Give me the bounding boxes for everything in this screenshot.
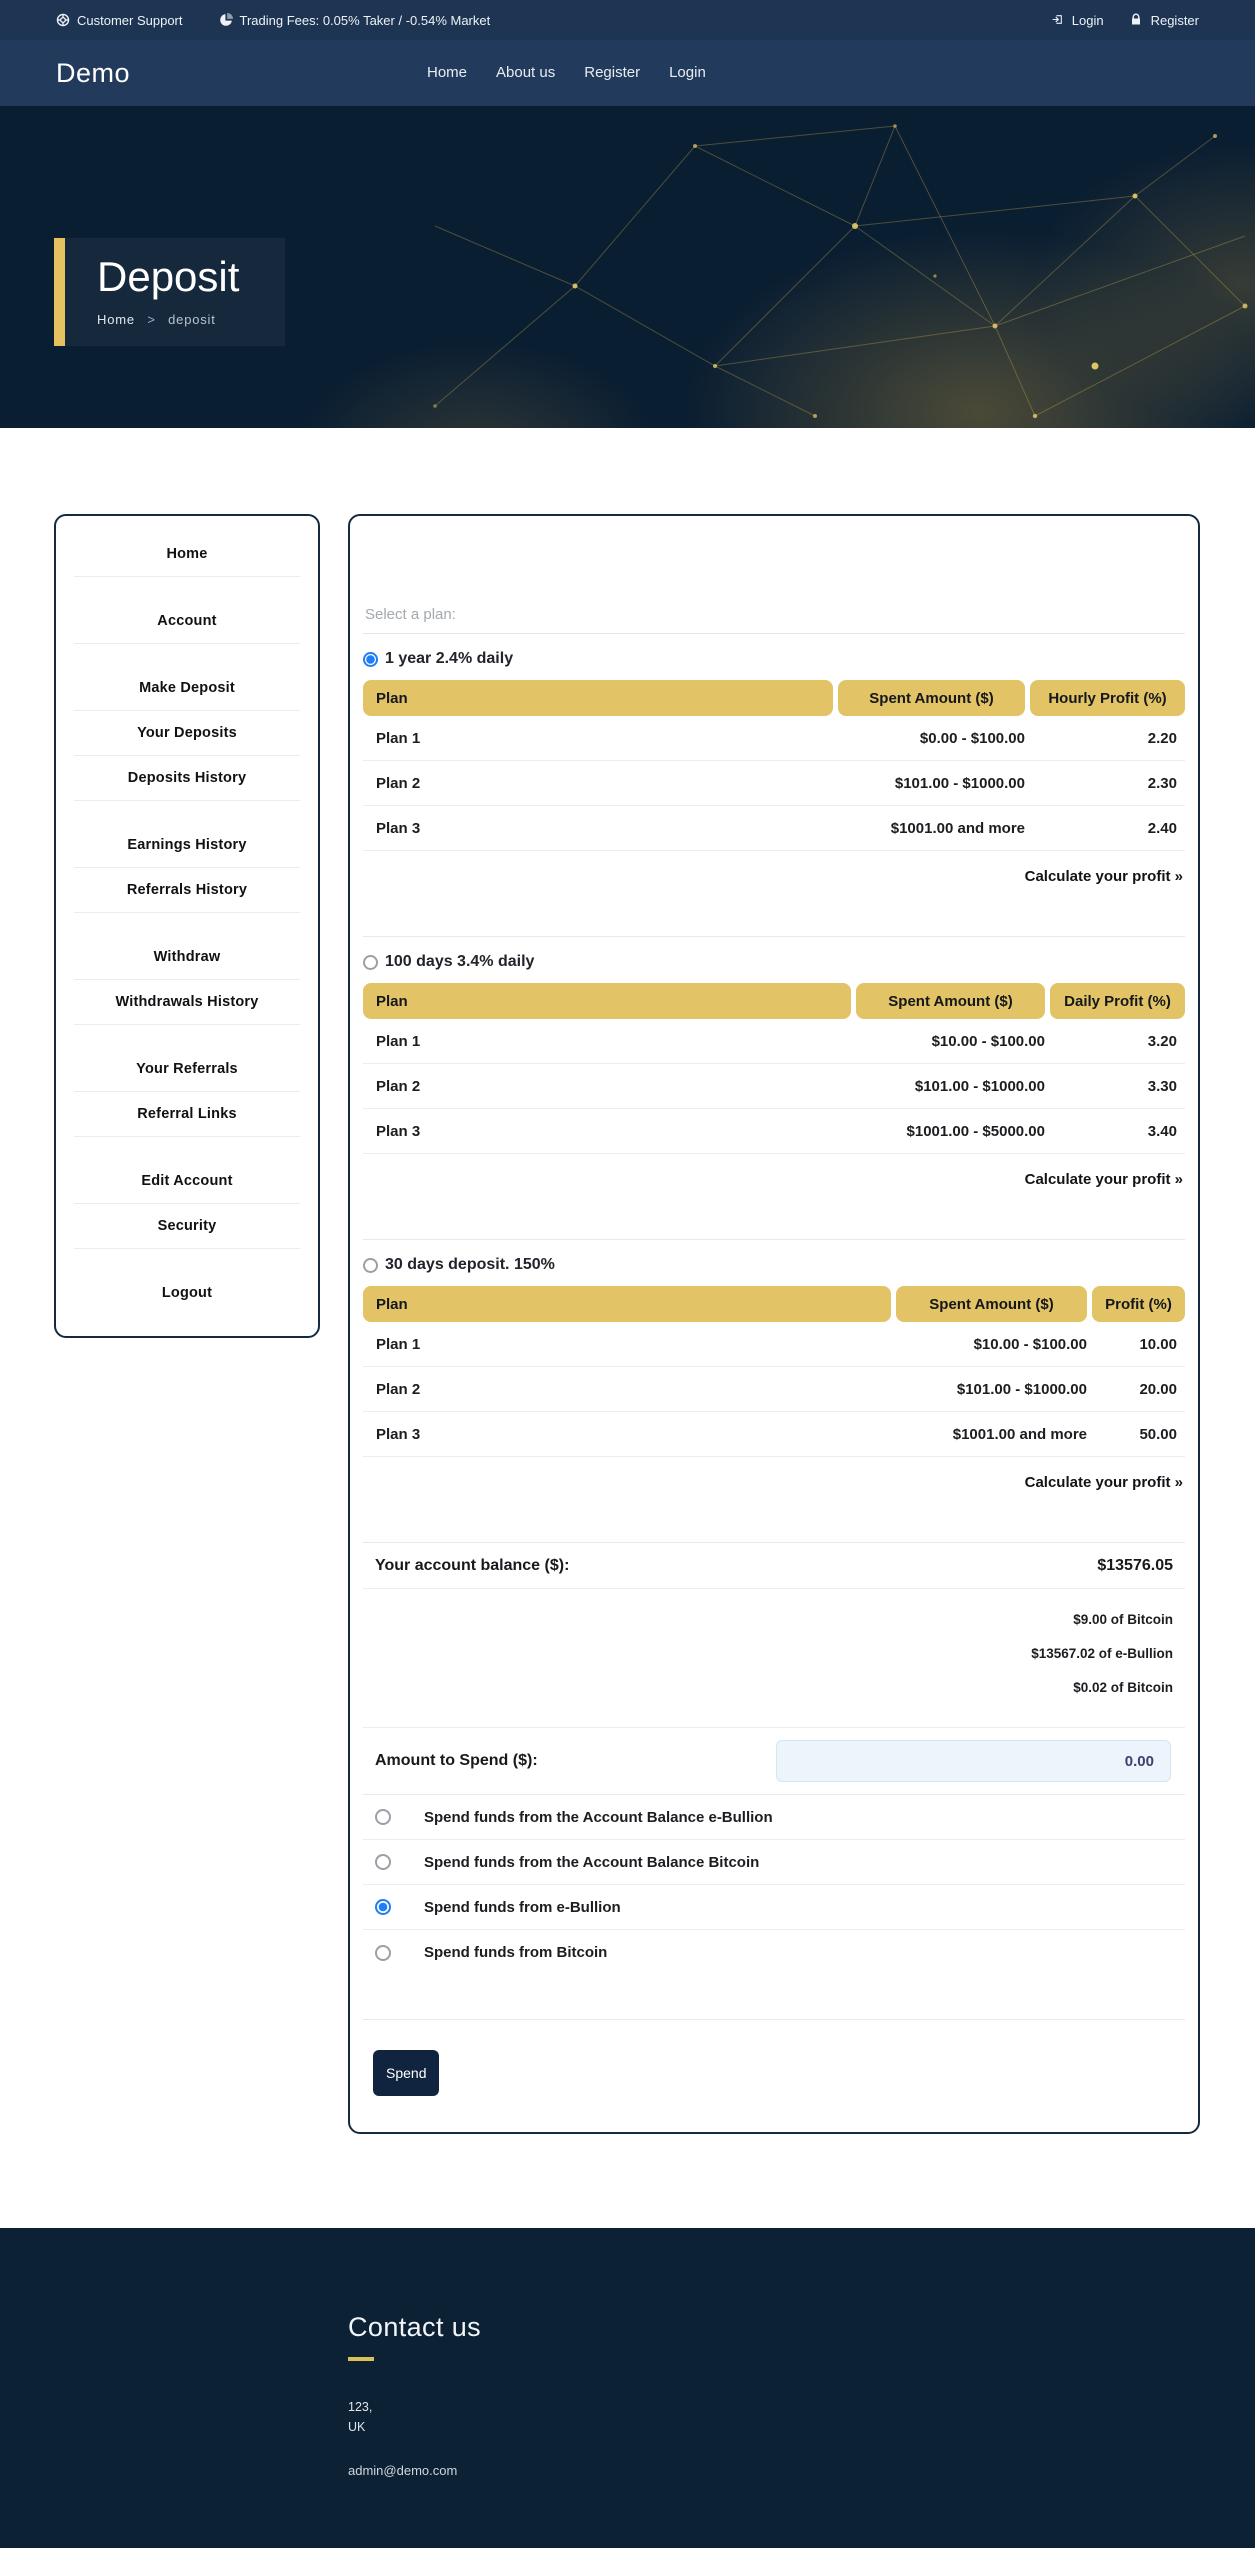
topbar-register-link[interactable]	[1130, 13, 1199, 28]
trading-fees-label: Trading Fees: 0.05% Taker / -0.54% Market	[239, 12, 491, 28]
gold-accent-bar	[54, 238, 65, 346]
spent-amount-range: $101.00 - $1000.00	[894, 774, 1025, 792]
nav-home[interactable]: Home	[427, 64, 468, 81]
footer-address	[348, 2397, 1255, 2437]
topbar	[0, 0, 1255, 40]
plan-radio-label[interactable]: 30 days deposit. 150%	[385, 1256, 555, 1273]
spent-amount-range: $1001.00 and more	[952, 1425, 1087, 1443]
trading-fees	[219, 13, 491, 28]
calculate-profit-link[interactable]: Calculate your profit »	[1024, 868, 1183, 885]
breadcrumb-current: deposit	[168, 312, 216, 328]
plan-section-1-year	[363, 650, 1185, 937]
life-ring-icon	[56, 13, 70, 27]
amount-to-spend-row	[363, 1728, 1185, 1795]
sidebar-item-your-referrals[interactable]: Your Referrals	[136, 1061, 238, 1077]
balance-breakdown-bitcoin-2: $0.02 of Bitcoin	[1073, 1680, 1173, 1695]
plan-table-header	[363, 680, 1185, 716]
profit-value: 3.40	[1147, 1122, 1177, 1140]
sidebar-item-account[interactable]: Account	[157, 613, 217, 629]
plan-radio-label[interactable]: 100 days 3.4% daily	[385, 953, 535, 970]
sidebar-item-your-deposits[interactable]: Your Deposits	[137, 725, 237, 741]
source-ebullion[interactable]	[363, 1885, 1185, 1930]
sidebar-item-make-deposit[interactable]: Make Deposit	[139, 680, 235, 696]
plan-radio-icon-selected[interactable]	[363, 652, 378, 667]
account-balance-label: Your account balance ($):	[375, 1556, 570, 1574]
divider	[363, 1975, 1185, 2020]
plan-name: Plan 1	[376, 1335, 421, 1353]
network-pattern	[395, 106, 1255, 428]
select-plan-label: Select a plan:	[363, 606, 1185, 634]
plan-radio-icon[interactable]	[363, 955, 378, 970]
plan-table-row	[363, 1064, 1185, 1109]
plan-radio-icon[interactable]	[363, 1258, 378, 1273]
account-sidebar	[54, 514, 320, 1338]
plan-name: Plan 3	[376, 819, 421, 837]
amount-to-spend-label: Amount to Spend ($):	[375, 1752, 538, 1769]
sidebar-item-deposits-history[interactable]: Deposits History	[127, 770, 247, 786]
sidebar-item-security[interactable]: Security	[157, 1218, 217, 1234]
source-label[interactable]: Spend funds from the Account Balance e-Bullion	[424, 1808, 773, 1826]
pie-chart-icon	[219, 13, 233, 27]
spent-amount-range: $1001.00 and more	[890, 819, 1025, 837]
spent-amount-range: $1001.00 - $5000.00	[906, 1122, 1045, 1140]
source-label[interactable]: Spend funds from Bitcoin	[424, 1944, 608, 1961]
sidebar-item-logout[interactable]: Logout	[161, 1285, 213, 1301]
deposit-panel	[348, 514, 1200, 2134]
plan-table-header	[363, 983, 1185, 1019]
spent-amount-range: $10.00 - $100.00	[973, 1335, 1087, 1353]
calculate-profit-link[interactable]: Calculate your profit »	[1024, 1171, 1183, 1188]
sign-in-icon	[1051, 13, 1065, 27]
sidebar-item-withdrawals-history[interactable]: Withdrawals History	[115, 994, 259, 1010]
source-bitcoin[interactable]	[363, 1930, 1185, 1975]
sidebar-item-withdraw[interactable]: Withdraw	[153, 949, 221, 965]
nav-links	[427, 40, 706, 106]
spent-amount-range: $101.00 - $1000.00	[956, 1380, 1087, 1398]
sidebar-item-edit-account[interactable]: Edit Account	[141, 1173, 233, 1189]
plan-table-row	[363, 1109, 1185, 1154]
profit-value: 50.00	[1139, 1425, 1177, 1443]
footer	[0, 2228, 1255, 2548]
gold-underline	[348, 2357, 374, 2361]
footer-heading: Contact us	[348, 2312, 482, 2342]
plan-radio-row-100-days[interactable]	[363, 953, 1185, 971]
spend-button[interactable]: Spend	[373, 2050, 439, 2096]
plan-name: Plan 2	[376, 1077, 421, 1095]
topbar-register-label: Register	[1150, 12, 1199, 28]
nav-register[interactable]: Register	[584, 64, 641, 81]
customer-support-label: Customer Support	[77, 12, 183, 28]
sidebar-item-referrals-history[interactable]: Referrals History	[126, 882, 248, 898]
plan-name: Plan 2	[376, 774, 421, 792]
address-line-1: 123,	[348, 2400, 373, 2414]
profit-value: 3.30	[1147, 1077, 1177, 1095]
nav-about-us[interactable]: About us	[496, 64, 556, 81]
breadcrumb-home[interactable]: Home	[97, 312, 135, 328]
balance-breakdown	[363, 1589, 1185, 1728]
sidebar-item-home[interactable]: Home	[166, 546, 208, 562]
sidebar-item-referral-links[interactable]: Referral Links	[137, 1106, 237, 1122]
source-label[interactable]: Spend funds from the Account Balance Bitcoin	[424, 1853, 760, 1871]
plan-table-row	[363, 1367, 1185, 1412]
profit-value: 3.20	[1147, 1032, 1177, 1050]
plan-name: Plan 1	[376, 729, 421, 747]
profit-value: 10.00	[1139, 1335, 1177, 1353]
column-header-profit: Profit (%)	[1092, 1286, 1185, 1322]
column-header-plan: Plan	[363, 680, 833, 716]
plan-section-100-days	[363, 953, 1185, 1240]
sidebar-item-earnings-history[interactable]: Earnings History	[127, 837, 247, 853]
footer-email-link[interactable]: admin@demo.com	[348, 2463, 458, 2478]
plan-name: Plan 3	[376, 1425, 421, 1443]
source-radio-icon[interactable]	[375, 1945, 391, 1961]
plan-name: Plan 2	[376, 1380, 421, 1398]
plan-table-row	[363, 806, 1185, 851]
brand-logo[interactable]: Demo	[56, 57, 131, 88]
profit-value: 2.20	[1147, 729, 1177, 747]
spent-amount-range: $0.00 - $100.00	[919, 729, 1025, 747]
source-label[interactable]: Spend funds from e-Bullion	[424, 1898, 621, 1916]
spent-amount-range: $10.00 - $100.00	[931, 1032, 1045, 1050]
source-radio-icon[interactable]	[375, 1854, 391, 1870]
plan-radio-row-30-days[interactable]	[363, 1256, 1185, 1274]
breadcrumb	[97, 312, 245, 327]
plan-radio-label[interactable]: 1 year 2.4% daily	[385, 650, 514, 667]
balance-breakdown-bitcoin: $9.00 of Bitcoin	[1073, 1612, 1173, 1627]
account-balance-total: $13576.05	[1097, 1556, 1173, 1574]
topbar-login-label: Login	[1071, 12, 1104, 28]
column-header-spent-amount: Spent Amount ($)	[896, 1286, 1087, 1322]
column-header-spent-amount: Spent Amount ($)	[856, 983, 1045, 1019]
profit-value: 20.00	[1139, 1380, 1177, 1398]
plan-name: Plan 3	[376, 1122, 421, 1140]
column-header-plan: Plan	[363, 1286, 891, 1322]
column-header-hourly-profit: Hourly Profit (%)	[1030, 680, 1185, 716]
amount-input[interactable]	[776, 1740, 1171, 1782]
plan-name: Plan 1	[376, 1032, 421, 1050]
column-header-daily-profit: Daily Profit (%)	[1050, 983, 1185, 1019]
account-balance-row	[363, 1543, 1185, 1589]
source-account-balance-bitcoin[interactable]	[363, 1840, 1185, 1885]
topbar-login-link[interactable]	[1051, 13, 1104, 28]
plan-table-header	[363, 1286, 1185, 1322]
navbar	[0, 40, 1255, 106]
address-line-2: UK	[348, 2420, 366, 2434]
plan-table-row	[363, 1412, 1185, 1457]
plan-table-row	[363, 1019, 1185, 1064]
plan-section-30-days	[363, 1256, 1185, 1543]
customer-support-link[interactable]	[56, 13, 183, 28]
breadcrumb-separator: >	[147, 312, 156, 328]
source-radio-icon[interactable]	[375, 1809, 391, 1825]
source-account-balance-ebullion[interactable]	[363, 1795, 1185, 1840]
spent-amount-range: $101.00 - $1000.00	[914, 1077, 1045, 1095]
source-radio-icon-selected[interactable]	[375, 1899, 391, 1915]
hero-banner	[0, 106, 1255, 428]
profit-value: 2.40	[1147, 819, 1177, 837]
page-title: Deposit	[97, 253, 240, 300]
plan-radio-row-1-year[interactable]	[363, 650, 1185, 668]
nav-login[interactable]: Login	[669, 64, 706, 81]
plan-table-row	[363, 1322, 1185, 1367]
lock-icon	[1130, 13, 1144, 27]
balance-breakdown-ebullion: $13567.02 of e-Bullion	[1031, 1646, 1173, 1661]
plan-table-row	[363, 761, 1185, 806]
column-header-plan: Plan	[363, 983, 851, 1019]
plan-table-row	[363, 716, 1185, 761]
funding-source-list	[363, 1795, 1185, 1975]
profit-value: 2.30	[1147, 774, 1177, 792]
content-area	[0, 428, 1255, 2228]
calculate-profit-link[interactable]: Calculate your profit »	[1024, 1474, 1183, 1491]
column-header-spent-amount: Spent Amount ($)	[838, 680, 1025, 716]
